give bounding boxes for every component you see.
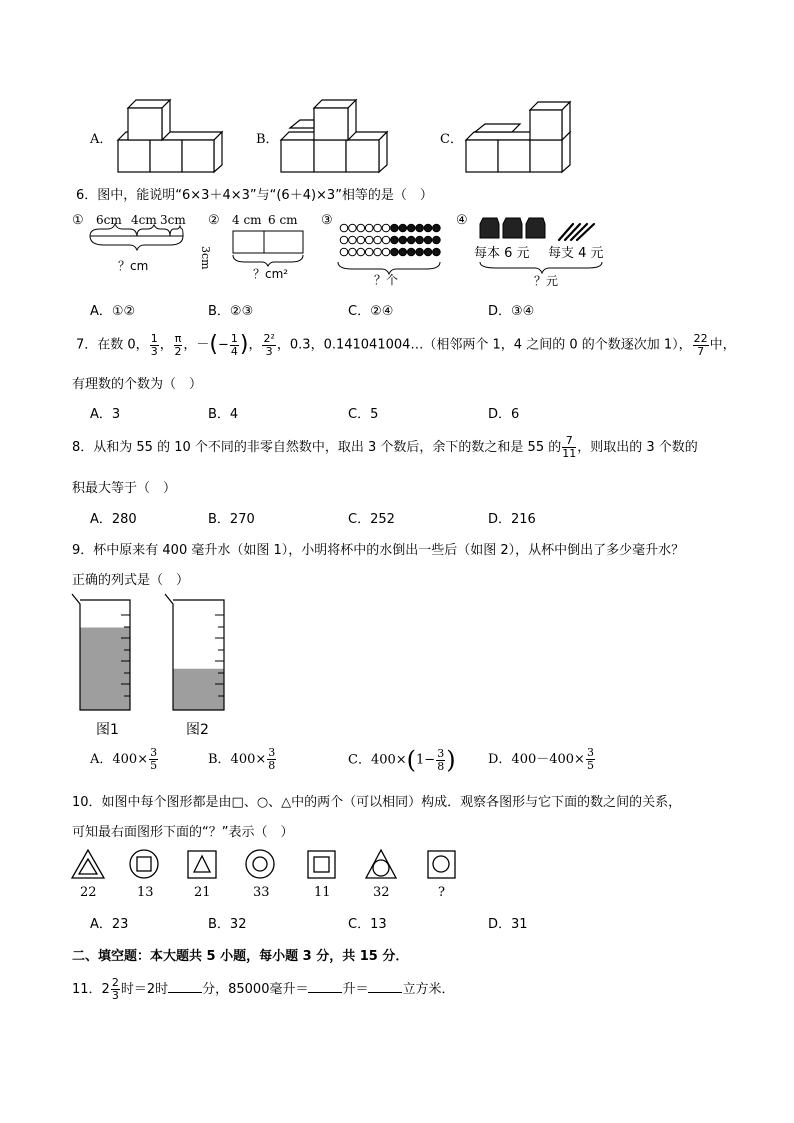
q8-line2: 积最大等于（ ） bbox=[72, 481, 177, 496]
q6-fig1-len1: 6cm bbox=[96, 213, 122, 227]
q6-option-d: D．③④ bbox=[488, 304, 535, 319]
shape-square-square bbox=[308, 851, 335, 878]
q9-option-b: B．400× $\frac{3}{8}$ bbox=[208, 746, 276, 772]
q6-fig4-num: ④ bbox=[456, 213, 468, 228]
option-c-label: C． bbox=[440, 132, 463, 147]
q10-label: 11 bbox=[314, 885, 331, 900]
q6-fig1-len2: 4cm bbox=[131, 213, 157, 227]
shape-circle-square bbox=[130, 850, 158, 878]
q7-line1: 7．在数 0， $\frac{1}{3}$ ， $\frac{\pi}{2}$ ，－(− $\frac{1}{4}$ )， $\frac{\text{2²}}{3}$ ，0.3，0.141041004…（相邻两个 1，4 之间的 0 的个数逐次加 1）， $\frac{22}{7}$ 中， bbox=[76, 331, 736, 358]
option-a-label: A． bbox=[90, 132, 113, 147]
q10-label: 32 bbox=[373, 885, 390, 900]
q6-fig3-question: ？个 bbox=[374, 273, 399, 287]
shape-square-circle bbox=[428, 851, 455, 878]
shape-square-triangle bbox=[188, 851, 216, 878]
q6-fig1-question: ？cm bbox=[118, 259, 149, 273]
q6-fig2-side: 3cm bbox=[199, 246, 212, 270]
q9-fig1-caption: 图1 bbox=[96, 722, 119, 738]
answer-blank-liters[interactable] bbox=[308, 980, 342, 993]
q6-option-a: A．①② bbox=[90, 304, 136, 319]
q7-option-a: A．3 bbox=[90, 407, 121, 422]
q6-fig2-len2: 6 cm bbox=[268, 213, 298, 227]
q6-fig3-num: ③ bbox=[321, 213, 333, 228]
q10-label: 13 bbox=[137, 885, 154, 900]
q8-option-c: C．252 bbox=[348, 512, 395, 527]
q10-option-c: C．13 bbox=[348, 917, 387, 932]
q9-line1: 9．杯中原来有 400 毫升水（如图 1），小明将杯中的水倒出一些后（如图 2），从杯中倒出了多少毫升水？ bbox=[72, 543, 685, 558]
q6-fig2-num: ② bbox=[208, 213, 220, 228]
q6-stem: 6．图中，能说明“6×3＋4×3”与“(6＋4)×3”相等的是（ ） bbox=[76, 188, 433, 203]
shape-triangle-triangle bbox=[72, 850, 104, 878]
q9-option-a: A．400× $\frac{3}{5}$ bbox=[90, 746, 158, 772]
q10-label: 22 bbox=[80, 885, 97, 900]
q9-line2: 正确的列式是（ ） bbox=[72, 573, 190, 588]
option-b-label: B． bbox=[256, 132, 279, 147]
q10-option-d: D．31 bbox=[488, 917, 528, 932]
q9-option-c: C．400×(1− $\frac{3}{8}$ ) bbox=[348, 746, 456, 774]
answer-blank-cubic-meters[interactable] bbox=[368, 980, 402, 993]
q8-option-b: B．270 bbox=[208, 512, 255, 527]
q7-option-b: B．4 bbox=[208, 407, 239, 422]
q11-line: 11．2 $\frac{2}{3}$ 时＝2时 分，85000毫升＝ 升＝ 立方米． bbox=[72, 976, 455, 1002]
q6-fig1-num: ① bbox=[72, 213, 84, 228]
section-2-heading: 二、填空题：本大题共 5 小题，每小题 3 分，共 15 分． bbox=[72, 949, 409, 964]
q8-option-a: A．280 bbox=[90, 512, 137, 527]
q7-option-d: D．6 bbox=[488, 407, 520, 422]
q6-fig4-pen-price: 每支 4 元 bbox=[548, 246, 604, 261]
q10-option-b: B．32 bbox=[208, 917, 247, 932]
q10-label: ? bbox=[438, 885, 445, 900]
q10-label: 21 bbox=[194, 885, 211, 900]
shape-triangle-circle bbox=[366, 850, 396, 878]
q10-label: 33 bbox=[253, 885, 270, 900]
q8-option-d: D．216 bbox=[488, 512, 536, 527]
q6-fig1-len3: 3cm bbox=[160, 213, 186, 227]
q10-option-a: A．23 bbox=[90, 917, 129, 932]
q9-fig2-caption: 图2 bbox=[186, 722, 209, 738]
q6-fig2-len1: 4 cm bbox=[232, 213, 262, 227]
q6-option-b: B．②③ bbox=[208, 304, 254, 319]
q6-option-c: C．②④ bbox=[348, 304, 394, 319]
answer-blank-minutes[interactable] bbox=[168, 980, 202, 993]
q9-option-d: D．400－400× $\frac{3}{5}$ bbox=[488, 746, 594, 772]
q10-line2: 可知最右面图形下面的“？”表示（ ） bbox=[72, 825, 294, 840]
q7-line2: 有理数的个数为（ ） bbox=[72, 377, 203, 392]
shape-circle-circle bbox=[246, 850, 274, 878]
q8-line1: 8．从和为 55 的 10 个不同的非零自然数中，取出 3 个数后，余下的数之和是 55 的 $\frac{7}{11}$ ，则取出的 3 个数的 bbox=[72, 434, 698, 460]
q6-fig4-book-price: 每本 6 元 bbox=[474, 246, 530, 261]
q10-line1: 10．如图中每个图形都是由□、○、△中的两个（可以相同）构成．观察各图形与它下面的数之间的关系， bbox=[72, 795, 682, 810]
q6-fig4-question: ？元 bbox=[534, 274, 559, 288]
q6-fig2-question: ？cm² bbox=[253, 267, 289, 281]
q7-option-c: C．5 bbox=[348, 407, 379, 422]
